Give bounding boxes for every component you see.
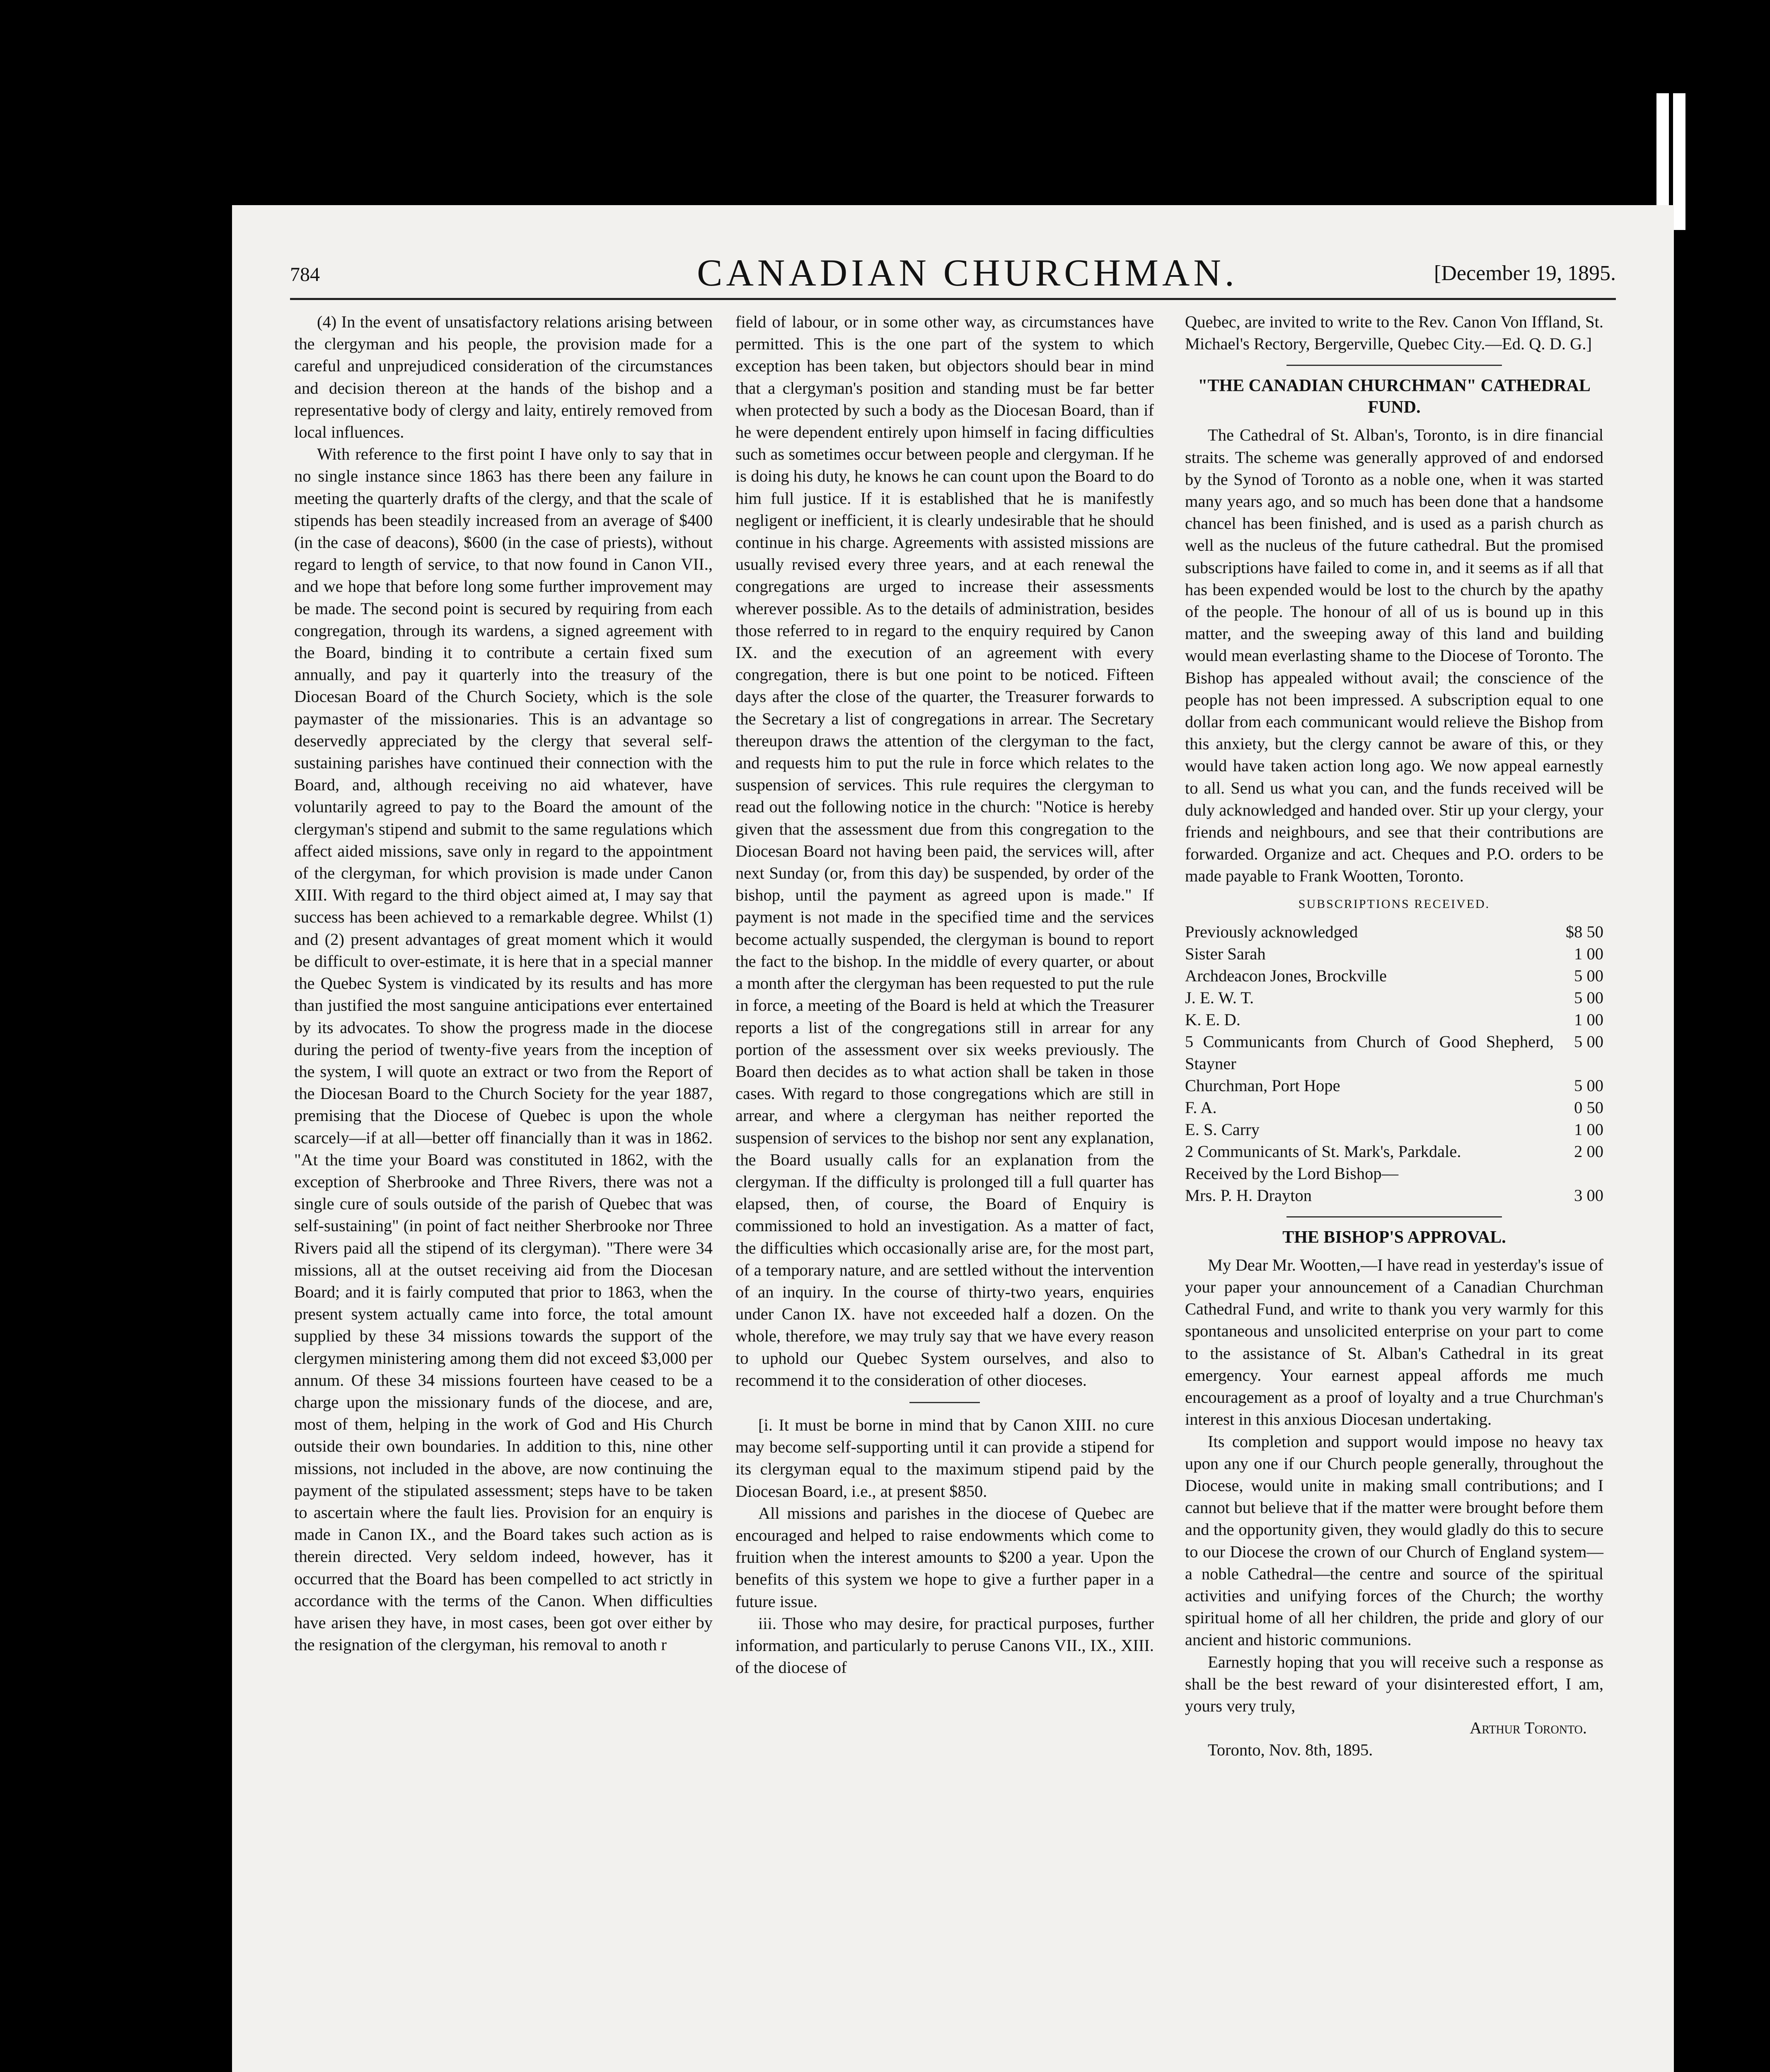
subscription-amount: 1 00 (1574, 1120, 1603, 1139)
subscription-amount: 1 00 (1574, 944, 1603, 963)
fund-heading: "THE CANADIAN CHURCHMAN" CATHEDRAL FUND. (1198, 376, 1591, 417)
subscription-amount: 5 00 (1574, 1076, 1603, 1095)
subscription-amount: 2 00 (1574, 1142, 1603, 1161)
masthead-title: CANADIAN CHURCHMAN. (697, 252, 1238, 294)
subscriber-name: Received by the Lord Bishop— (1185, 1164, 1399, 1183)
subscription-row (1185, 1009, 1603, 1031)
subscription-amount: 3 00 (1574, 1186, 1603, 1205)
subscriber-name: E. S. Carry (1185, 1120, 1260, 1139)
subscription-row (1185, 1140, 1603, 1162)
approval-heading: THE BISHOP'S APPROVAL. (1282, 1227, 1506, 1247)
subscriber-name: Previously acknowledged (1185, 922, 1358, 941)
subscription-amount: 5 00 (1574, 1032, 1603, 1051)
subscriber-name: Churchman, Port Hope (1185, 1076, 1340, 1095)
note-paragraph: All missions and parishes in the diocese of Quebec are encouraged and helped to raise endowments which come to fruition when the interest amounts to $200 a year. Upon the benefits of this system we hope to give a further paper in a future issue. (735, 1503, 1154, 1611)
subscription-row (1185, 1075, 1603, 1097)
subscription-amount: 5 00 (1574, 988, 1603, 1007)
section-divider (909, 1402, 980, 1403)
letter-paragraph: Its completion and support would impose no heavy tax upon any one if our Church people generally, throughout the Diocese, would unite in making small contributions; and I cannot but believe that if the matter were brought before them and the opportunity given, they would gladly do this to secure to our Diocese the crown of our Church of England system—a noble Cathedral—the centre and source of the spiritual activities and unifying forces of the Church; the worthy spiritual home of all her children, the pride and glory of our ancient and historic communions. (1185, 1432, 1603, 1649)
letter-paragraph: My Dear Mr. Wootten,—I have read in yesterday's issue of your paper your announcement of a Canadian Churchman Cathedral Fund, and write to thank you very warmly for this spontaneous and unsolicited enterprise on your part to come to the assistance of St. Alban's Cathedral in its great emergency. Your earnest appeal affords me much encouragement as a proof of loyalty and a true Churchman's interest in this anxious Diocesan undertaking. (1185, 1255, 1603, 1429)
paragraph: field of labour, or in some other way, as circumstances have permitted. This is the one part of the system to which exception has been taken, but objectors should bear in mind that a clergyman's position and standing must be far better when protected by such a body as the Diocesan Board, than if he were dependent entirely upon himself in facing difficulties such as sometimes occur between people and clergyman. If he is doing his duty, he knows he can count upon the Board to do him full justice. If it is established that he is manifestly negligent or inefficient, it is clearly undesirable that he should continue in his charge. Agreements with assisted missions are usually revised every three years, and at each renewal the congregations are urged to increase their assessments wherever possible. As to the details of administration, besides those referred to in regard to the enquiry required by Canon IX. and the execution of an agreement with every congregation, there is but one point to be noticed. Fifteen days after the close of the quarter, the Treasurer forwards to the Secretary a list of congregations in arrear. The Secretary thereupon draws the attention of the clergyman to the fact, and requests him to put the rule in force which relates to the suspension of services. This rule requires the clergyman to read out the following notice in the church: "Notice is hereby given that the assessment due from this congregation to the Diocesan Board not having been paid, the services will, after next Sunday (or, from this day) be suspended, by order of the bishop, until the payment as agreed upon is made." If payment is not made in the specified time and the services become actually suspended, the clergyman is bound to report the fact to the bishop. In the middle of every quarter, or about a month after the clergyman has been requested to put the rule in force, a meeting of the Board is held at which the Treasurer reports a list of the congregations still in arrear for any portion of the assessment over six weeks previously. The Board then decides as to what action shall be taken in those cases. With regard to those congregations which are still in arrear, and where a clergyman has neither reported the suspension of services to the bishop nor sent any explanation, the Board usually calls for an explanation from the clergyman. If the difficulty is prolonged till a full quarter has elapsed, then, of course, the Board of Enquiry is commissioned to hold an investigation. As a matter of fact, the difficulties which occasionally arise are, for the most part, of a temporary nature, and are settled without the intervention of an inquiry. In the course of thirty-two years, enquiries under Canon IX. have not exceeded half a dozen. On the whole, therefore, we may truly say that we have every reason to uphold our Quebec System ourselves, and also to recommend it to the consideration of other dioceses. (735, 312, 1154, 1389)
scan-edge-bar (1673, 93, 1685, 230)
subscriptions-table (1185, 921, 1603, 1206)
issue-date: [December 19, 1895. (1434, 261, 1616, 285)
subscriptions-heading: SUBSCRIPTIONS RECEIVED. (1298, 897, 1490, 911)
letter-paragraph: Earnestly hoping that you will receive such a response as shall be the best reward of your disinterested effort, I am, yours very truly, (1185, 1652, 1603, 1715)
subscription-row (1185, 1184, 1603, 1206)
subscriber-name: Sister Sarah (1185, 944, 1266, 963)
note-paragraph: [i. It must be borne in mind that by Canon XIII. no cure may become self-supporting until it can provide a stipend for its clergyman equal to the maximum stipend paid by the Diocesan Board, i.e., at present $850. (735, 1415, 1154, 1501)
subscription-row (1185, 1118, 1603, 1140)
subscription-amount: 5 00 (1574, 966, 1603, 985)
page-header (290, 251, 1645, 296)
subscription-row (1185, 1162, 1603, 1184)
subscription-row (1185, 921, 1603, 943)
signature: Arthur Toronto. (1470, 1719, 1587, 1738)
subscription-row (1185, 943, 1603, 965)
subscriber-name: Mrs. P. H. Drayton (1185, 1186, 1312, 1205)
column-1 (294, 311, 713, 1656)
subscription-row (1185, 1097, 1603, 1118)
subscription-row (1185, 1031, 1603, 1075)
subscriber-name: 2 Communicants of St. Mark's, Parkdale. (1185, 1142, 1461, 1161)
newspaper-page (232, 205, 1674, 2072)
note-paragraph: iii. Those who may desire, for practical purposes, further information, and particularly to peruse Canons VII., IX., XIII. of the diocese of (735, 1614, 1154, 1677)
fund-paragraph: The Cathedral of St. Alban's, Toronto, is in dire financial straits. The scheme was generally approved of and endorsed by the Synod of Toronto as a noble one, when it was started many years ago, and so much has been done that a handsome chancel has been finished, and is used as a parish church as well as the nucleus of the future cathedral. But the promised subscriptions have failed to come in, and it seems as if all that has been expended would be lost to the church by the apathy of the people. The honour of all of us is bound up in this matter, and the sweeping away of this land and building would mean everlasting shame to the Diocese of Toronto. The Bishop has appealed without avail; the conscience of the people has not been impressed. A subscription equal to one dollar from each communicant would relieve the Bishop from this anxiety, but the clergy cannot be aware of this, or they would have taken action long ago. We now appeal earnestly to all. Send us what you can, and the funds received will be duly acknowledged and handed over. Stir up your clergy, your friends and neighbours, and see that their contributions are forwarded. Organize and act. Cheques and P.O. orders to be made payable to Frank Wootten, Toronto. (1185, 426, 1603, 886)
subscription-amount: 0 50 (1574, 1098, 1603, 1117)
subscription-row (1185, 987, 1603, 1009)
paragraph: Quebec, are invited to write to the Rev. Canon Von Iffland, St. Michael's Rectory, Bergerville, Quebec City.—Ed. Q. D. G.] (1185, 312, 1603, 353)
subscriber-name: Archdeacon Jones, Brockville (1185, 966, 1387, 985)
subscriber-name: F. A. (1185, 1098, 1217, 1117)
section-divider (1286, 365, 1502, 366)
column-2 (735, 311, 1154, 1678)
subscription-amount: 1 00 (1574, 1010, 1603, 1029)
page-number: 784 (290, 264, 320, 286)
dateline: Toronto, Nov. 8th, 1895. (1208, 1740, 1373, 1760)
subscription-amount: $8 50 (1565, 922, 1603, 941)
column-3 (1185, 311, 1603, 1761)
subscriber-name: J. E. W. T. (1185, 988, 1254, 1007)
subscription-amount (1554, 1162, 1603, 1184)
subscription-row (1185, 965, 1603, 987)
subscriber-name: 5 Communicants from Church of Good Shepherd, Stayner (1185, 1032, 1554, 1073)
section-divider (1286, 1216, 1502, 1218)
paragraph: (4) In the event of unsatisfactory relations arising between the clergyman and his people, the provision made for a careful and unprejudiced consideration of the circumstances and decision thereon at the hands of the bishop and a representative body of clergy and laity, entirely removed from local influences. (294, 312, 713, 442)
header-rule (290, 298, 1616, 300)
subscriber-name: K. E. D. (1185, 1010, 1240, 1029)
paragraph: With reference to the first point I have only to say that in no single instance since 1863 has there been any failure in meeting the quarterly drafts of the clergy, and that the scale of stipends has been steadily increased from an average of $400 (in the case of deacons), $600 (in the case of priests), without regard to length of service, to that now found in Canon VII., and we hope that before long some further improvement may be made. The second point is secured by requiring from each congregation, through its wardens, a signed agreement with the Board, binding it to contribute a certain fixed sum annually, and pay it quarterly into the treasury of the Diocesan Board of the Church Society, which is the sole paymaster of the missionaries. This is an advantage so deservedly appreciated by the clergy that several self-sustaining parishes have continued their connection with the Board, and, although receiving no aid whatever, have voluntarily agreed to pay to the Board the amount of the clergyman's stipend and submit to the same regulations which affect aided missions, save only in regard to the appointment of the clergyman, for which provision is made under Canon XIII. With regard to the third object aimed at, I may say that success has been achieved to a remarkable degree. Whilst (1) and (2) present advantages of great moment which it would be difficult to over-estimate, it is here that in a special manner the Quebec System is vindicated by its results and has more than justified the most sanguine anticipations ever entertained by its advocates. To show the progress made in the diocese during the period of twenty-five years from the inception of the system, I will quote an extract or two from the Report of the Diocesan Board to the Church Society for the year 1887, premising that the Diocese of Quebec is upon the whole scarcely—if at all—better off financially than it was in 1862. "At the time your Board was constituted in 1862, with the exception of Sherbrooke and Three Rivers, there was not a single cure of souls outside of the parish of Quebec that was self-sustaining" (in point of fact neither Sherbrooke nor Three Rivers paid all the stipend of its clergyman). "There were 34 missions, all at the outset receiving aid from the Diocesan Board; and it is fairly computed that prior to 1863, when the present system actually came into force, the total amount supplied by these 34 missions towards the support of the clergymen ministering among them did not exceed $3,000 per annum. Of these 34 missions fourteen have ceased to be a charge upon the missionary funds of the diocese, and are, most of them, helping in the work of God and His Church outside their own boundaries. In addition to this, nine other missions, not included in the above, are now continuing the payment of the stipulated assessment; steps have to be taken to ascertain where the fault lies. Provision for an enquiry is made in Canon IX., and the Board takes such action as is therein directed. Very seldom indeed, however, has it occurred that the Board has been compelled to act strictly in accordance with the terms of the Canon. When difficulties have arisen they have, in most cases, been got over either by the resignation of the clergyman, his removal to anoth r (294, 445, 713, 1654)
